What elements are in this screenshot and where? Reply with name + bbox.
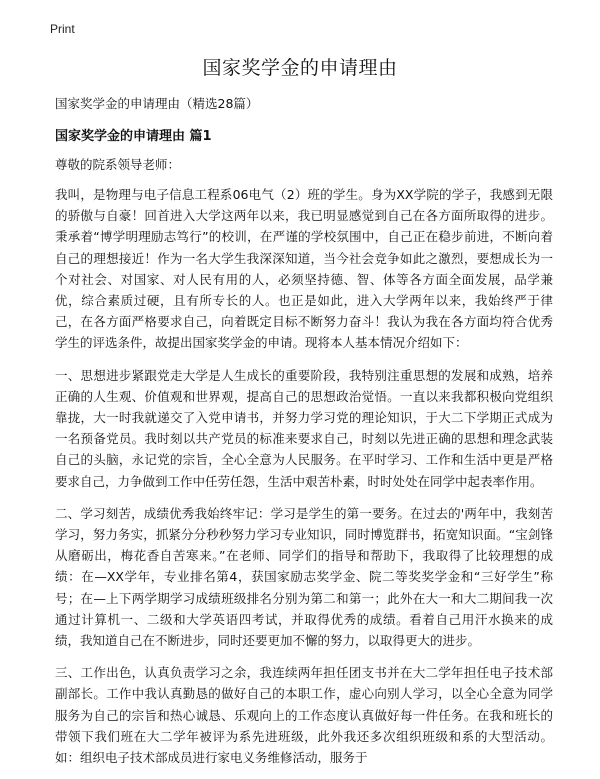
paragraph-thought: 一、思想进步紧跟党走大学是人生成长的重要阶段，我特别注重思想的发展和成熟，培养正确的人生观、价值观和世界观，提高自己的思想政治觉悟。一直以来我都积极向党组织靠拢，大一时我就递交了入党申请书，并努力学习党的理论知识，于大二下学期正式成为一名预备党员。我时刻以共产党员的标准来要求自己，时刻以先进正确的思想和理念武装自己的头脑，永记党的宗旨，全心全意为人民服务。在平时学习、工作和生活中更是严格要求自己，力争做到工作中任劳任怨，生活中艰苦朴素，时时处处在同学中起表率作用。 [55,367,553,489]
paragraph-study: 二、学习刻苦，成绩优秀我始终牢记：学习是学生的第一要务。在过去的'两年中，我刻苦学习，努力务实，抓紧分分秒秒努力学习专业知识，同时博览群书，拓宽知识面。“宝剑锋从磨砺出，梅花香自苦寒来。”在老师、同学们的指导和帮助下，我取得了比较理想的成绩：在—XX学年，专业排名第4，获国家励志奖学金、院二等奖奖学金和“三好学生”称号；在—上下两学期学习成绩班级排名分别为第二和第一；此外在大一和大二期间我一次通过计算机一、二级和大学英语四考试，并取得优秀的成绩。看着自己用汗水换来的成绩，我知道自己在不断进步，同时还要更加不懈的努力，以取得更大的进步。 [55,505,553,649]
salutation: 尊敬的院系领导老师： [55,157,181,172]
section-heading: 国家奖学金的申请理由 篇1 [55,129,212,144]
paragraph-work: 三、工作出色，认真负责学习之余，我连续两年担任团支书并在大二学年担任电子技术部副部长。工作中我认真勤恳的做好自己的本职工作，虚心向别人学习，以全心全意为同学服务为自己的宗旨和热心诚恳、乐观向上的工作态度认真做好每一件任务。在我和班长的带领下我们班在大二学年被评为系先进班级，此外我还多次组织班级和系的大型活动。如：组织电子技术部成员进行家电义务维修活动，服务于 [55,665,553,766]
document-subtitle: 国家奖学金的申请理由（精选28篇） [55,96,259,111]
letter-body [55,184,553,779]
page-title: 国家奖学金的申请理由 [202,57,398,79]
print-link[interactable]: Print [50,22,75,36]
paragraph-intro: 我叫，是物理与电子信息工程系06电气（2）班的学生。身为XX学院的学子，我感到无限的骄傲与自豪！回首进入大学这两年以来，我已明显感觉到自己在各方面所取得的进步。秉承着“博学明理励志笃行”的校训，在严谨的学校氛围中，自己正在稳步前进，不断向着自己的理想接近！作为一名大学生我深深知道，当今社会竞争如此之激烈，要想成长为一个对社会、对国家、对人民有用的人，必须坚持德、智、体等各方面全面发展，品学兼优，综合素质过硬，且有所专长的人。也正是如此，进入大学两年以来，我始终严于律己，在各方面严格要求自己，向着既定目标不断努力奋斗！我认为我在各方面均符合优秀学生的评选条件，故提出国家奖学金的申请。现将本人基本情况介绍如下： [55,187,553,351]
